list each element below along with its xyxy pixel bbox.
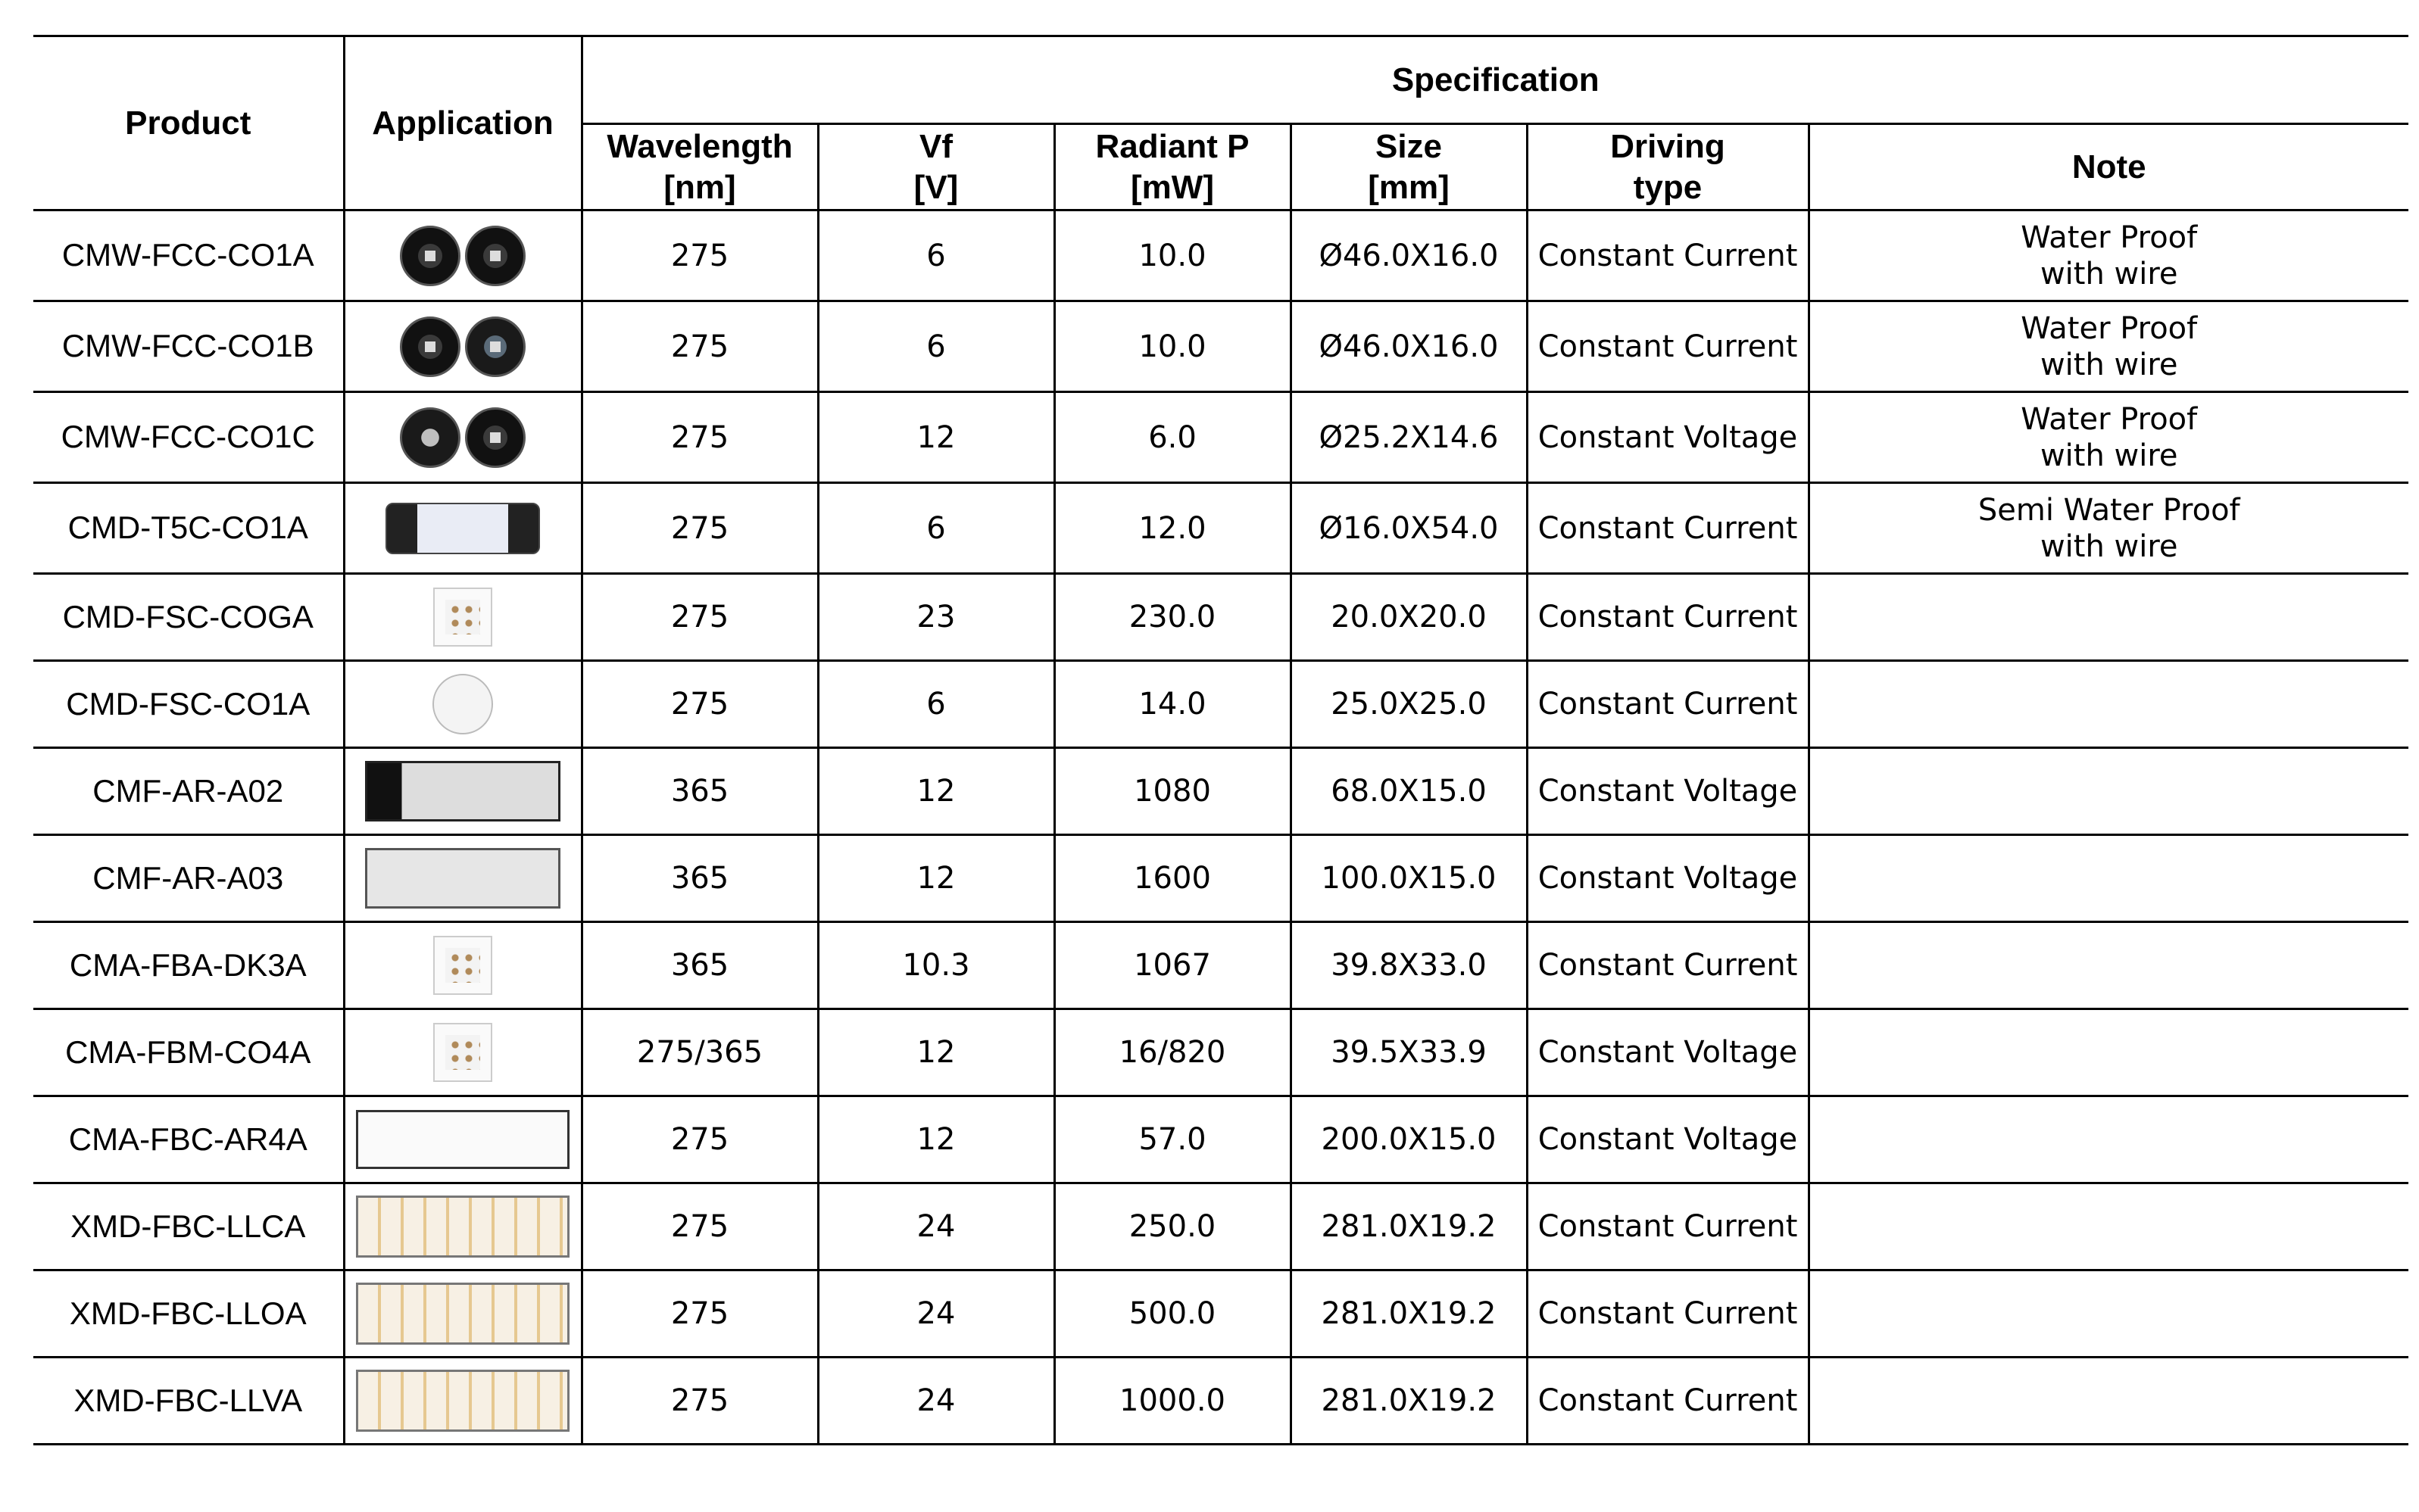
radiant-power-value: 1067	[1054, 922, 1291, 1009]
application-image	[344, 1009, 582, 1096]
wavelength-value: 275	[582, 210, 818, 301]
note-value: Water Proof with wire	[1809, 392, 2408, 483]
application-image	[344, 1096, 582, 1183]
driving-type-value: Constant Current	[1527, 210, 1809, 301]
driving-type-value: Constant Voltage	[1527, 835, 1809, 922]
header-product: Product	[33, 36, 344, 210]
product-thumbnail	[356, 1370, 570, 1432]
note-value: Water Proof with wire	[1809, 301, 2408, 392]
driving-type-value: Constant Current	[1527, 922, 1809, 1009]
size-value: 20.0X20.0	[1291, 574, 1527, 661]
radiant-power-value: 230.0	[1054, 574, 1291, 661]
driving-type-value: Constant Voltage	[1527, 392, 1809, 483]
vf-value: 6	[818, 661, 1054, 748]
product-name: CMA-FBC-AR4A	[33, 1096, 344, 1183]
size-value: 200.0X15.0	[1291, 1096, 1527, 1183]
wavelength-value: 275	[582, 574, 818, 661]
application-image	[344, 483, 582, 574]
vf-value: 12	[818, 1009, 1054, 1096]
radiant-power-value: 1080	[1054, 748, 1291, 835]
table-row	[33, 1358, 2408, 1445]
table-row	[33, 574, 2408, 661]
product-thumbnail	[356, 1283, 570, 1345]
wavelength-value: 275/365	[582, 1009, 818, 1096]
led-module-icon	[465, 226, 526, 286]
wavelength-value: 365	[582, 922, 818, 1009]
table-row	[33, 748, 2408, 835]
table-row	[33, 1270, 2408, 1358]
application-image	[344, 922, 582, 1009]
header-size: Size [mm]	[1291, 124, 1527, 210]
table-row	[33, 922, 2408, 1009]
product-thumbnail	[356, 1196, 570, 1258]
table-row	[33, 392, 2408, 483]
application-image	[344, 1183, 582, 1270]
radiant-power-value: 10.0	[1054, 210, 1291, 301]
product-thumbnail	[400, 407, 526, 468]
product-name: CMW-FCC-CO1C	[33, 392, 344, 483]
radiant-power-value: 10.0	[1054, 301, 1291, 392]
wavelength-value: 275	[582, 301, 818, 392]
application-image	[344, 1270, 582, 1358]
header-application: Application	[344, 36, 582, 210]
application-image	[344, 392, 582, 483]
wavelength-value: 275	[582, 483, 818, 574]
application-image	[344, 748, 582, 835]
header-specification: Specification	[582, 36, 2408, 124]
wavelength-value: 275	[582, 1270, 818, 1358]
radiant-power-value: 6.0	[1054, 392, 1291, 483]
header-driving-type: Driving type	[1527, 124, 1809, 210]
note-value	[1809, 661, 2408, 748]
application-image	[344, 210, 582, 301]
led-module-icon	[400, 407, 460, 468]
wavelength-value: 275	[582, 1358, 818, 1445]
application-image	[344, 574, 582, 661]
vf-value: 12	[818, 1096, 1054, 1183]
led-strip-icon	[356, 1370, 570, 1432]
led-strip-icon	[356, 1283, 570, 1345]
driving-type-value: Constant Voltage	[1527, 1009, 1809, 1096]
driving-type-value: Constant Current	[1527, 1183, 1809, 1270]
size-value: 281.0X19.2	[1291, 1183, 1527, 1270]
product-name: CMW-FCC-CO1A	[33, 210, 344, 301]
vf-value: 12	[818, 748, 1054, 835]
product-thumbnail	[433, 588, 492, 647]
header-vf: Vf [V]	[818, 124, 1054, 210]
vf-value: 6	[818, 210, 1054, 301]
wavelength-value: 275	[582, 392, 818, 483]
led-board-icon	[433, 1023, 492, 1082]
radiant-power-value: 16/820	[1054, 1009, 1291, 1096]
application-image	[344, 661, 582, 748]
driving-type-value: Constant Current	[1527, 1358, 1809, 1445]
led-strip-icon	[365, 848, 560, 909]
note-value	[1809, 1009, 2408, 1096]
note-value: Semi Water Proof with wire	[1809, 483, 2408, 574]
table-row	[33, 1009, 2408, 1096]
product-name: CMF-AR-A02	[33, 748, 344, 835]
table-body	[33, 210, 2408, 1445]
tube-lamp-icon	[385, 503, 540, 554]
led-board-icon	[432, 674, 493, 734]
note-value	[1809, 922, 2408, 1009]
note-value	[1809, 574, 2408, 661]
note-value: Water Proof with wire	[1809, 210, 2408, 301]
vf-value: 6	[818, 301, 1054, 392]
wavelength-value: 275	[582, 1096, 818, 1183]
size-value: 39.5X33.9	[1291, 1009, 1527, 1096]
vf-value: 10.3	[818, 922, 1054, 1009]
size-value: Ø46.0X16.0	[1291, 301, 1527, 392]
size-value: Ø16.0X54.0	[1291, 483, 1527, 574]
product-thumbnail	[365, 848, 560, 909]
size-value: 25.0X25.0	[1291, 661, 1527, 748]
radiant-power-value: 1600	[1054, 835, 1291, 922]
table-row	[33, 661, 2408, 748]
table-row	[33, 1096, 2408, 1183]
radiant-power-value: 1000.0	[1054, 1358, 1291, 1445]
led-module-icon	[400, 316, 460, 377]
size-value: Ø25.2X14.6	[1291, 392, 1527, 483]
led-board-icon	[433, 588, 492, 647]
vf-value: 23	[818, 574, 1054, 661]
product-thumbnail	[433, 936, 492, 995]
vf-value: 24	[818, 1183, 1054, 1270]
driving-type-value: Constant Current	[1527, 483, 1809, 574]
note-value	[1809, 748, 2408, 835]
product-name: CMA-FBM-CO4A	[33, 1009, 344, 1096]
note-value	[1809, 1096, 2408, 1183]
product-name: CMD-FSC-COGA	[33, 574, 344, 661]
product-thumbnail	[400, 226, 526, 286]
led-module-icon	[400, 226, 460, 286]
product-name: XMD-FBC-LLOA	[33, 1270, 344, 1358]
size-value: 281.0X19.2	[1291, 1270, 1527, 1358]
table-row	[33, 210, 2408, 301]
driving-type-value: Constant Voltage	[1527, 1096, 1809, 1183]
driving-type-value: Constant Current	[1527, 574, 1809, 661]
application-image	[344, 1358, 582, 1445]
product-thumbnail	[432, 674, 493, 734]
product-name: CMW-FCC-CO1B	[33, 301, 344, 392]
note-value	[1809, 835, 2408, 922]
application-image	[344, 301, 582, 392]
header-radiant-power: Radiant P [mW]	[1054, 124, 1291, 210]
wavelength-value: 365	[582, 835, 818, 922]
led-module-icon	[465, 407, 526, 468]
vf-value: 24	[818, 1358, 1054, 1445]
note-value	[1809, 1270, 2408, 1358]
driving-type-value: Constant Current	[1527, 661, 1809, 748]
product-name: CMA-FBA-DK3A	[33, 922, 344, 1009]
driving-type-value: Constant Current	[1527, 1270, 1809, 1358]
radiant-power-value: 250.0	[1054, 1183, 1291, 1270]
product-name: XMD-FBC-LLVA	[33, 1358, 344, 1445]
size-value: Ø46.0X16.0	[1291, 210, 1527, 301]
led-board-icon	[433, 936, 492, 995]
wavelength-value: 275	[582, 661, 818, 748]
led-strip-icon	[356, 1196, 570, 1258]
header-wavelength: Wavelength [nm]	[582, 124, 818, 210]
led-strip-icon	[356, 1110, 570, 1169]
table-row	[33, 835, 2408, 922]
product-name: CMD-T5C-CO1A	[33, 483, 344, 574]
product-name: CMD-FSC-CO1A	[33, 661, 344, 748]
wavelength-value: 365	[582, 748, 818, 835]
vf-value: 24	[818, 1270, 1054, 1358]
product-thumbnail	[365, 761, 560, 821]
table-row	[33, 483, 2408, 574]
size-value: 100.0X15.0	[1291, 835, 1527, 922]
wavelength-value: 275	[582, 1183, 818, 1270]
product-spec-table	[33, 35, 2408, 1445]
radiant-power-value: 12.0	[1054, 483, 1291, 574]
product-name: XMD-FBC-LLCA	[33, 1183, 344, 1270]
led-module-icon	[465, 316, 526, 377]
size-value: 68.0X15.0	[1291, 748, 1527, 835]
table-row	[33, 301, 2408, 392]
radiant-power-value: 14.0	[1054, 661, 1291, 748]
vf-value: 6	[818, 483, 1054, 574]
radiant-power-value: 500.0	[1054, 1270, 1291, 1358]
product-thumbnail	[385, 503, 540, 554]
product-thumbnail	[356, 1110, 570, 1169]
size-value: 281.0X19.2	[1291, 1358, 1527, 1445]
note-value	[1809, 1358, 2408, 1445]
header-note: Note	[1809, 124, 2408, 210]
product-name: CMF-AR-A03	[33, 835, 344, 922]
size-value: 39.8X33.0	[1291, 922, 1527, 1009]
led-strip-icon	[365, 761, 560, 821]
driving-type-value: Constant Current	[1527, 301, 1809, 392]
radiant-power-value: 57.0	[1054, 1096, 1291, 1183]
note-value	[1809, 1183, 2408, 1270]
vf-value: 12	[818, 835, 1054, 922]
driving-type-value: Constant Voltage	[1527, 748, 1809, 835]
application-image	[344, 835, 582, 922]
vf-value: 12	[818, 392, 1054, 483]
product-thumbnail	[400, 316, 526, 377]
product-thumbnail	[433, 1023, 492, 1082]
table-row	[33, 1183, 2408, 1270]
